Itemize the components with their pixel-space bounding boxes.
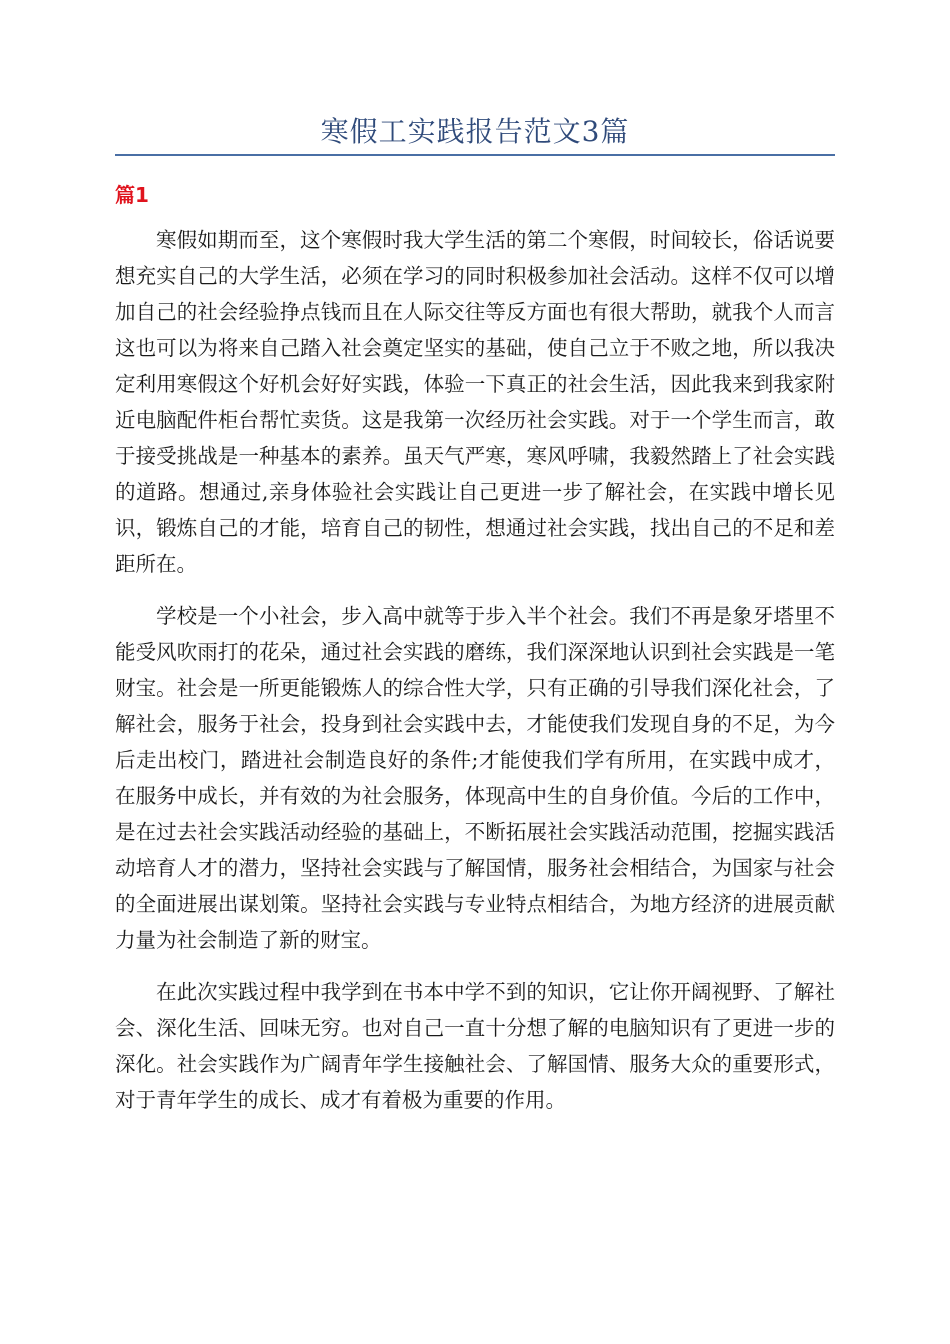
title-divider bbox=[115, 154, 835, 156]
section-heading: 篇1 bbox=[115, 183, 149, 207]
paragraph-2: 学校是一个小社会，步入高中就等于步入半个社会。我们不再是象牙塔里不能受风吹雨打的花朵，通过社会实践的磨练，我们深深地认识到社会实践是一笔财宝。社会是一所更能锻炼人的综合性大学，只有正确的引导我们深化社会，了解社会，服务于社会，投身到社会实践中去，才能使我们发现自身的不足，为今后走出校门，踏进社会制造良好的条件;才能使我们学有所用，在实践中成才，在服务中成长，并有效的为社会服务，体现高中生的自身价值。今后的工作中，是在过去社会实践活动经验的基础上，不断拓展社会实践活动范围，挖掘实践活动培育人才的潜力，坚持社会实践与了解国情，服务社会相结合，为国家与社会的全面进展出谋划策。坚持社会实践与专业特点相结合，为地方经济的进展贡献力量为社会制造了新的财宝。 bbox=[115, 604, 835, 952]
paragraph-1: 寒假如期而至，这个寒假时我大学生活的第二个寒假，时间较长，俗话说要想充实自己的大学生活，必须在学习的同时积极参加社会活动。这样不仅可以增加自己的社会经验挣点钱而且在人际交往等反方面也有很大帮助，就我个人而言这也可以为将来自己踏入社会奠定坚实的基础，使自己立于不败之地，所以我决定利用寒假这个好机会好好实践，体验一下真正的社会生活，因此我来到我家附近电脑配件柜台帮忙卖货。这是我第一次经历社会实践。对于一个学生而言，敢于接受挑战是一种基本的素养。虽天气严寒，寒风呼啸，我毅然踏上了社会实践的道路。想通过,亲身体验社会实践让自己更进一步了解社会，在实践中增长见识，锻炼自己的才能，培育自己的韧性，想通过社会实践，找出自己的不足和差距所在。 bbox=[115, 228, 835, 576]
document-title: 寒假工实践报告范文3篇 bbox=[320, 115, 630, 148]
paragraph-3: 在此次实践过程中我学到在书本中学不到的知识，它让你开阔视野、了解社会、深化生活、回味无穷。也对自己一直十分想了解的电脑知识有了更进一步的深化。社会实践作为广阔青年学生接触社会、了解国情、服务大众的重要形式，对于青年学生的成长、成才有着极为重要的作用。 bbox=[115, 980, 835, 1112]
document-body bbox=[115, 222, 835, 1134]
